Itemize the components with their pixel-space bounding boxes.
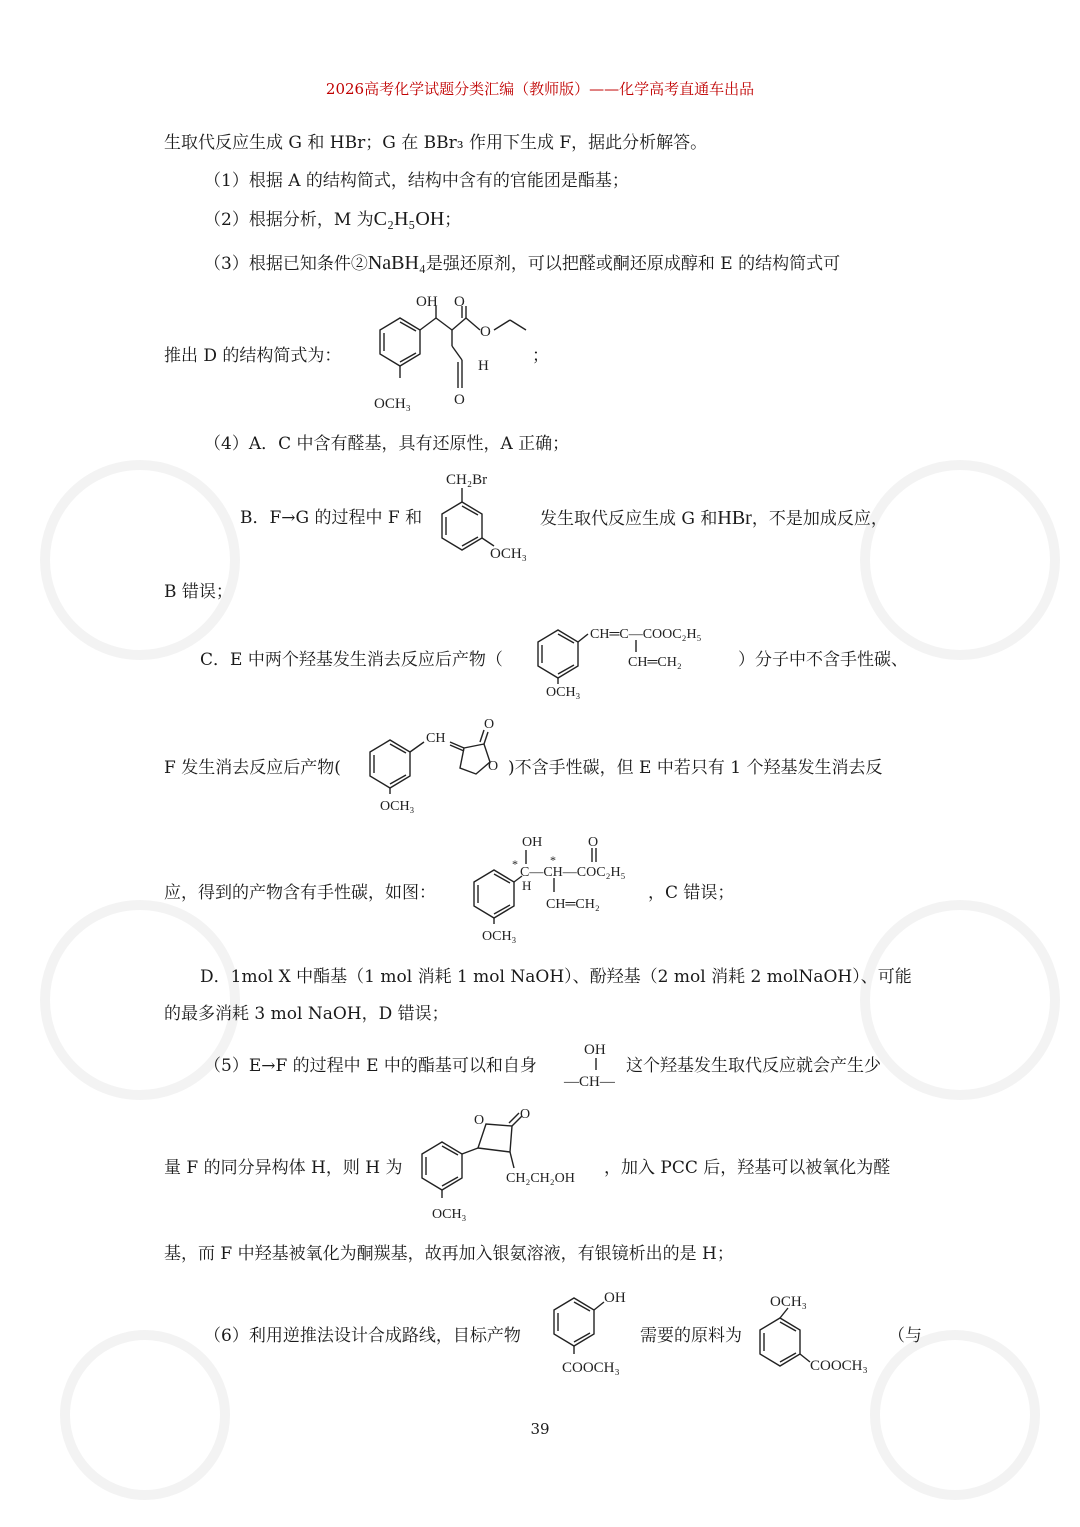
structure-raw-material: [754, 1288, 894, 1378]
o-label: O: [488, 759, 499, 774]
oh-label: OH: [522, 835, 543, 850]
text-line: ，加入 PCC 后，羟基可以被氧化为醛: [604, 1158, 891, 1178]
watermark: [860, 460, 1060, 660]
ch-label: CH: [426, 731, 446, 746]
text-line: 需要的原料为: [640, 1326, 742, 1346]
chain-label: C—CH—COC₂H₅: [520, 865, 626, 880]
text-line: )不含手性碳，但 E 中若只有 1 个羟基发生消去反: [508, 758, 883, 778]
formula: HBr: [717, 507, 752, 529]
text-line: B．F→G 的过程中 F 和: [240, 508, 423, 528]
o-label: O: [480, 324, 491, 340]
text-line: 基，而 F 中羟基被氧化为酮羰基，故再加入银氨溶液，有银镜析出的是 H；: [164, 1244, 734, 1264]
o-label: O: [454, 392, 465, 408]
watermark: [40, 460, 240, 660]
text-line: C．E 中两个羟基发生消去反应后产物（: [200, 650, 503, 670]
oh-label: OH: [416, 294, 438, 310]
vinyl-label: CH═CH₂: [628, 655, 682, 670]
text: 发生取代反应生成 G 和: [540, 509, 718, 529]
och3-label: OCH₃: [482, 929, 517, 944]
o-label: O: [454, 294, 465, 310]
text-line: 生取代反应生成 G 和 HBr；G 在 BBr₃ 作用下生成 F，据此分析解答。: [164, 133, 708, 153]
text-line: [540, 508, 888, 529]
structure-benzyl-bromide: [428, 466, 548, 566]
text: （2）根据分析，M 为: [204, 210, 374, 230]
text-line: （6）利用逆推法设计合成路线，目标产物: [204, 1326, 521, 1346]
vinyl-label: CH═CH₂: [546, 897, 600, 912]
och3-label: OCH₃: [490, 546, 527, 562]
chiral-star: *: [550, 853, 556, 867]
text: 是强还原剂，可以把醛或酮还原成醇和 E 的结构简式可: [425, 254, 841, 274]
formula: NaBH₄: [367, 252, 426, 274]
text-line: [204, 209, 461, 230]
ch2br-label: CH₂Br: [446, 472, 488, 488]
chiral-star: *: [512, 857, 518, 871]
structure-target-phenol: [544, 1282, 644, 1382]
structure-choh: [562, 1038, 632, 1092]
och3-label: OCH₃: [374, 396, 411, 412]
och3-label: OCH₃: [770, 1294, 807, 1310]
structure-diene-ester: [526, 614, 746, 700]
watermark: [860, 900, 1060, 1100]
text: ；: [444, 210, 462, 230]
h-label: H: [478, 358, 489, 374]
o-label: O: [588, 835, 599, 850]
cooch3-label: COOCH₃: [810, 1358, 868, 1374]
text-line: 的最多消耗 3 mol NaOH，D 错误；: [164, 1004, 449, 1024]
o-label: O: [520, 1107, 531, 1122]
text-line: （与: [888, 1326, 922, 1346]
ch-label: —CH—: [564, 1074, 615, 1090]
text-line: 推出 D 的结构简式为：: [164, 346, 342, 366]
och3-label: OCH₃: [546, 685, 581, 700]
text-line: ，C 错误；: [648, 883, 735, 903]
text: ，不是加成反应，: [751, 509, 888, 529]
watermark: [60, 1330, 230, 1500]
text-line: 应，得到的产物含有手性碳，如图：: [164, 883, 436, 903]
text: （3）根据已知条件②: [204, 254, 368, 274]
text-line: 量 F 的同分异构体 H，则 H 为: [164, 1158, 403, 1178]
text-line: B 错误；: [164, 582, 233, 602]
structure-beta-lactone: [414, 1102, 614, 1226]
oh-label: OH: [604, 1290, 626, 1306]
text-line: ）分子中不含手性碳、: [738, 650, 908, 670]
oh-label: OH: [584, 1042, 606, 1058]
text-line: 这个羟基发生取代反应就会产生少: [626, 1056, 881, 1076]
structure-d: [350, 290, 550, 420]
page-header: 2026高考化学试题分类汇编（教师版）——化学高考直通车出品: [325, 80, 755, 98]
och3-label: OCH₃: [380, 799, 415, 814]
text-line: （4）A．C 中含有醛基，具有还原性，A 正确；: [204, 434, 570, 454]
text-line: F 发生消去反应后产物(: [164, 758, 341, 778]
o-label: O: [474, 1113, 485, 1128]
formula: C₂H₅OH: [373, 208, 445, 230]
text-line: （5）E→F 的过程中 E 中的酯基可以和自身: [204, 1056, 537, 1076]
text-line: D．1mol X 中酯基（1 mol 消耗 1 mol NaOH）、酚羟基（2 mol 消耗 2 molNaOH）、可能: [200, 967, 912, 987]
watermark: [870, 1330, 1040, 1500]
text-line: ；: [532, 346, 549, 366]
chain-label: CH₂CH₂OH: [506, 1171, 575, 1186]
text-line: [204, 253, 840, 274]
structure-lactone-ene: [360, 712, 510, 816]
page-number: 39: [530, 1420, 550, 1438]
och3-label: OCH₃: [432, 1207, 467, 1222]
text-line: （1）根据 A 的结构简式，结构中含有的官能团是酯基；: [204, 171, 629, 191]
chain-label: CH═C—COOC₂H₅: [590, 627, 702, 642]
cooch3-label: COOCH₃: [562, 1360, 620, 1376]
h-label: H: [522, 878, 532, 893]
structure-chiral-product: [466, 830, 656, 948]
o-label: O: [484, 717, 495, 732]
